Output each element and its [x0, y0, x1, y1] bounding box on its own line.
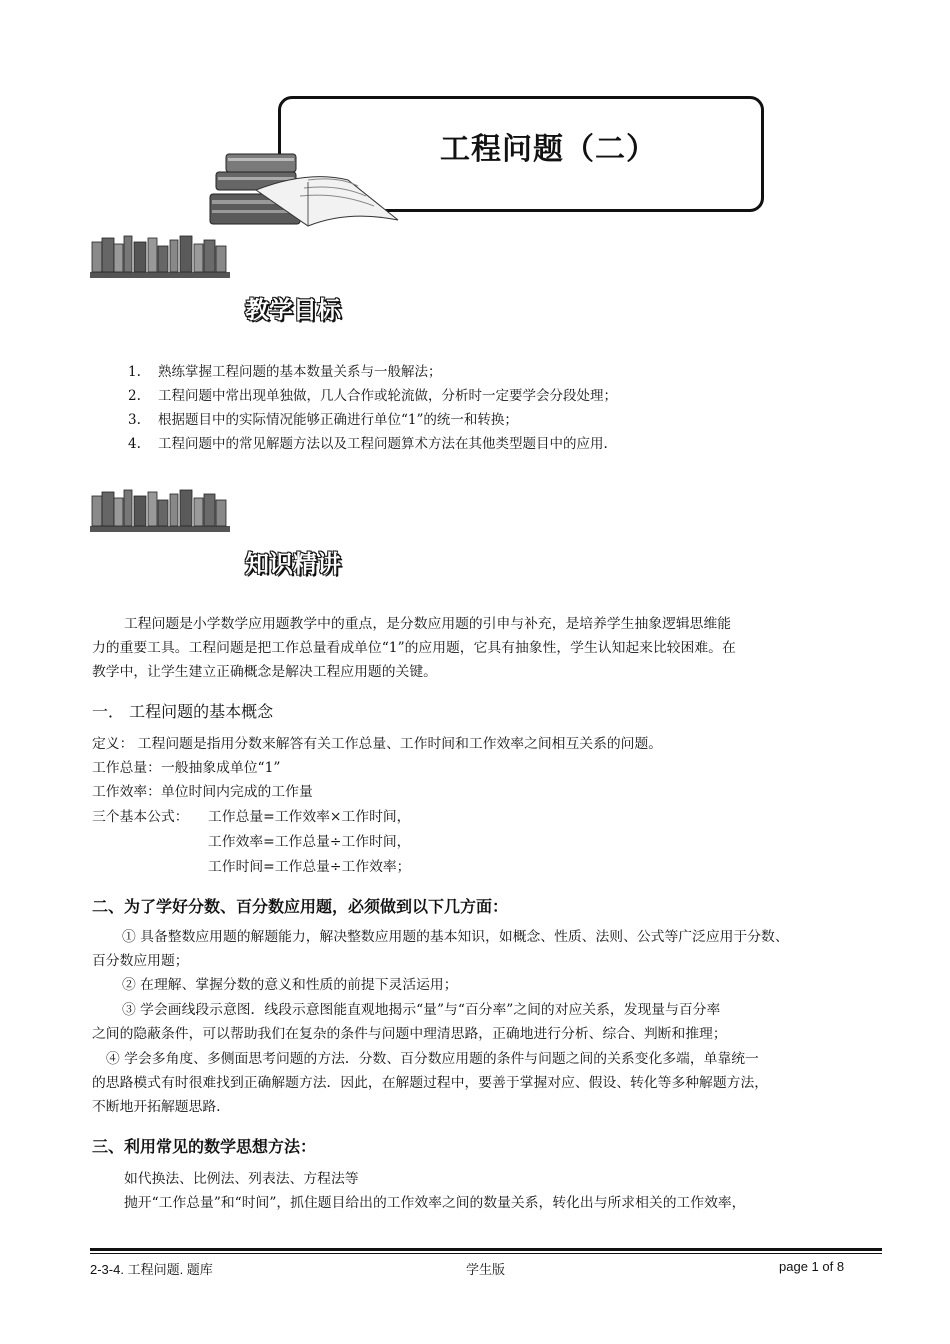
tip-line: 的思路模式有时很难找到正确解题方法．因此，在解题过程中，要善于掌握对应、假设、转化等多种解题方法，: [92, 1075, 769, 1091]
list-item: 1. 熟练掌握工程问题的基本数量关系与一般解法；: [128, 364, 442, 380]
work-total-text: 工作总量：一般抽象成单位“1”: [92, 760, 281, 776]
tip-line: 不断地开拓解题思路.: [92, 1099, 221, 1115]
method-line: 抛开“工作总量”和“时间”，抓住题目给出的工作效率之间的数量关系，转化出与所求相关的工作效率，: [124, 1195, 746, 1211]
formula-line: 工作总量=工作效率×工作时间，: [208, 809, 411, 825]
formula-line: 工作效率=工作总量÷工作时间，: [208, 834, 411, 850]
list-item: 3. 根据题目中的实际情况能够正确进行单位“1”的统一和转换；: [128, 412, 518, 428]
books-illustration: [208, 150, 408, 230]
bookshelf-icon: [88, 232, 236, 282]
tip-line: ④ 学会多角度、多侧面思考问题的方法．分数、百分数应用题的条件与问题之间的关系变化多端，单靠统一: [106, 1051, 759, 1067]
section-title-knowledge: 知识精讲: [245, 550, 341, 578]
heading-basic-concepts: 一． 工程问题的基本概念: [92, 702, 274, 721]
work-efficiency-text: 工作效率：单位时间内完成的工作量: [92, 784, 313, 800]
footer-rule: [90, 1253, 882, 1254]
intro-line: 工程问题是小学数学应用题教学中的重点，是分数应用题的引申与补充，是培养学生抽象逻辑思维能: [124, 616, 732, 632]
page-title: 工程问题（二）: [440, 132, 657, 167]
list-item: 2. 工程问题中常出现单独做，几人合作或轮流做，分析时一定要学会分段处理；: [128, 388, 617, 404]
tip-line: ② 在理解、掌握分数的意义和性质的前提下灵活运用；: [122, 977, 458, 993]
footer-page-number: page 1 of 8: [779, 1259, 845, 1274]
footer-doc-id: 2-3-4. 工程问题. 题库: [90, 1262, 213, 1277]
definition-text: 定义： 工程问题是指用分数来解答有关工作总量、工作时间和工作效率之间相互关系的问题。: [92, 736, 663, 752]
goals-list: [128, 360, 617, 456]
tip-line: 百分数应用题；: [92, 953, 189, 969]
tip-line: ① 具备整数应用题的解题能力，解决整数应用题的基本知识，如概念、性质、法则、公式等广泛应用于分数、: [122, 929, 789, 945]
intro-line: 教学中，让学生建立正确概念是解决工程应用题的关键。: [92, 664, 437, 680]
section-title-goals: 教学目标: [245, 296, 341, 324]
heading-math-methods: 三、利用常见的数学思想方法：: [92, 1137, 317, 1156]
formulas-label: 三个基本公式：: [92, 809, 189, 825]
formula-line: 工作时间=工作总量÷工作效率；: [208, 859, 411, 875]
tip-line: 之间的隐蔽条件，可以帮助我们在复杂的条件与问题中理清思路，正确地进行分析、综合、判断和推理；: [92, 1026, 727, 1042]
heading-fraction-tips: 二、为了学好分数、百分数应用题，必须做到以下几方面：: [92, 897, 509, 916]
tip-line: ③ 学会画线段示意图．线段示意图能直观地揭示“量”与“百分率”之间的对应关系，发现量与百分率: [122, 1002, 721, 1018]
intro-line: 力的重要工具。工程问题是把工作总量看成单位“1”的应用题，它具有抽象性，学生认知起来比较困难。在: [92, 640, 736, 656]
list-item: 4. 工程问题中的常见解题方法以及工程问题算术方法在其他类型题目中的应用.: [128, 436, 608, 452]
footer-edition: 学生版: [466, 1262, 506, 1277]
footer-rule: [90, 1248, 882, 1251]
method-line: 如代换法、比例法、列表法、方程法等: [124, 1171, 359, 1187]
bookshelf-icon: [88, 486, 236, 536]
